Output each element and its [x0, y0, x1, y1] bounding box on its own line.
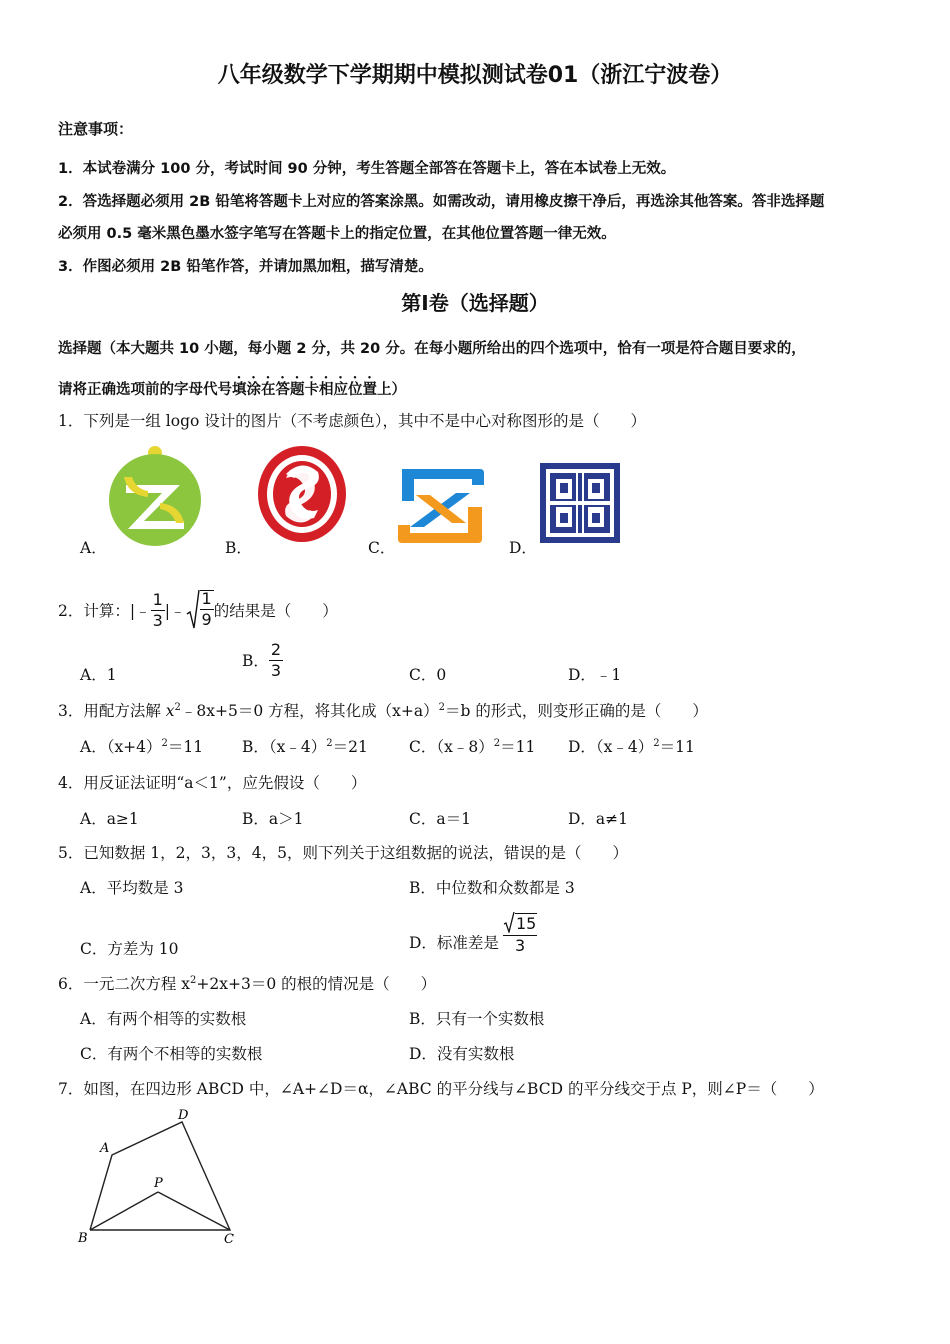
q2-option-d: D．﹣1	[568, 666, 622, 684]
q4-option-c: C．a＝1	[409, 810, 471, 828]
label-b: B	[78, 1231, 88, 1246]
question-2-stem: 2．计算：|﹣ $\frac{1}{3}$ |﹣ $\frac{1}{9}$ 的结果是（ ）	[58, 580, 338, 640]
logo-d-icon	[540, 463, 620, 543]
question-1-stem: 1．下列是一组 logo 设计的图片（不考虑颜色），其中不是中心对称图形的是（ ）	[58, 412, 647, 430]
page-title: 八年级数学下学期期中模拟测试卷01（浙江宁波卷）	[217, 63, 733, 88]
q1-option-d: D．	[509, 539, 537, 557]
notice-item-2a: 2．答选择题必须用 2B 铅笔将答题卡上对应的答案涂黑。如需改动，请用橡皮擦干净后，再选涂其他答案。答非选择题	[58, 194, 825, 210]
q5-option-b: B．中位数和众数都是 3	[409, 879, 575, 897]
label-a: A	[100, 1141, 110, 1156]
q4-option-a: A．a≥1	[80, 810, 139, 828]
radical-sign-icon	[186, 588, 200, 632]
question-5-stem: 5．已知数据 1，2，3，3，4，5，则下列关于这组数据的说法，错误的是（ ）	[58, 844, 628, 862]
q6-option-b: B．只有一个实数根	[409, 1010, 545, 1028]
q3-option-c: C．（x﹣8）$^2$＝11	[409, 737, 536, 756]
section-intro-1: 选择题（本大题共 10 小题，每小题 2 分，共 20 分。在每小题所给出的四个选项中，恰有一项是符合题目要求的，	[58, 341, 806, 357]
label-d: D	[178, 1108, 189, 1123]
q1-option-b: B．	[225, 539, 252, 557]
emphasized-text: 填涂在答题卡相应位置	[232, 382, 377, 398]
sqrt-one-ninth: $\frac{1}{9}$	[186, 588, 214, 632]
q2-option-b: B． $\frac{2}{3}$	[242, 639, 282, 680]
q5-option-a: A．平均数是 3	[80, 879, 184, 897]
q1-option-c: C．	[368, 539, 396, 557]
q6-option-d: D．没有实数根	[409, 1045, 515, 1063]
q6-option-c: C．有两个不相等的实数根	[80, 1045, 263, 1063]
label-p: P	[154, 1176, 163, 1191]
section-intro-2: 请将正确选项前的字母代号填涂在答题卡相应位置上）	[58, 382, 406, 398]
question-3-stem: 3．用配方法解 $x^2﹣8x+5=0$ 方程，将其化成$(x+a)^2=b$ 的形式，则变形正确的是（ ）	[58, 701, 708, 720]
bisector-cp	[158, 1192, 230, 1230]
logo-b-icon	[256, 444, 348, 544]
logo-a-icon	[106, 443, 204, 547]
q3-option-a: A．$(x+4)^2=11$	[80, 737, 204, 756]
q1-option-a: A．	[80, 539, 107, 557]
q3-option-b: B．（x﹣4）$^2$＝21	[242, 737, 368, 756]
q6-option-a: A．有两个相等的实数根	[80, 1010, 247, 1028]
question-4-stem: 4．用反证法证明“a＜1”，应先假设（ ）	[58, 774, 367, 792]
fraction-sqrt15-over-3: 15 3	[503, 911, 537, 955]
fraction-one-third: $\frac{1}{3}$	[152, 589, 163, 630]
q4-option-d: D．a≠1	[568, 810, 629, 828]
label-c: C	[224, 1232, 234, 1247]
question-7-stem: 7．如图，在四边形 ABCD 中，∠A+∠D＝α，∠ABC 的平分线与∠BCD 的平分线交于点 P，则∠P＝（ ）	[58, 1080, 824, 1098]
section-title: 第Ⅰ卷（选择题）	[401, 291, 549, 315]
notice-heading: 注意事项：	[58, 120, 134, 138]
logo-c-icon	[396, 465, 486, 547]
notice-item-1: 1．本试卷满分 100 分，考试时间 90 分钟，考生答题全部答在答题卡上，答在本试卷上无效。	[58, 161, 676, 177]
q2-option-c: C．0	[409, 666, 447, 684]
notice-item-3: 3．作图必须用 2B 铅笔作答，并请加黑加粗，描写清楚。	[58, 259, 433, 275]
q2-option-a: A．1	[80, 666, 117, 684]
q4-option-b: B．a＞1	[242, 810, 304, 828]
q3-option-d: D．（x﹣4）$^2$＝11	[568, 737, 695, 756]
quadrilateral-diagram	[70, 1100, 250, 1250]
notice-item-2b: 必须用 0.5 毫米黑色墨水签字笔写在答题卡上的指定位置，在其他位置答题一律无效。	[58, 226, 616, 242]
q5-option-c: C．方差为 10	[80, 940, 179, 958]
question-6-stem: 6．一元二次方程 $x^2+2x+3=0$ 的根的情况是（ ）	[58, 974, 437, 993]
radical-sign-icon	[503, 911, 515, 933]
q5-option-d: D．标准差是 15 3	[409, 905, 537, 955]
